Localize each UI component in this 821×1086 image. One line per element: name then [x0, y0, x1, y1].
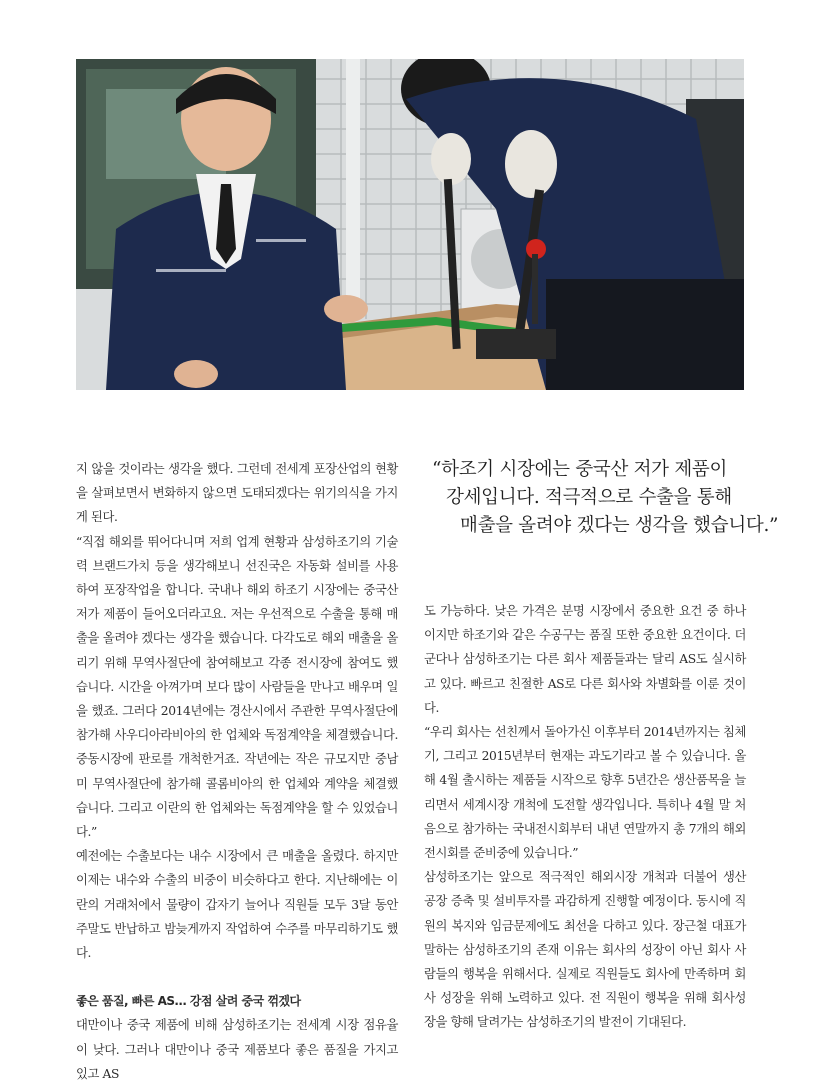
pull-quote-line-3: 매출을 올려야 겠다는 생각을 했습니다.”: [460, 515, 779, 536]
pull-quote-line-2: 강세입니다. 적극적으로 수출을 통해: [446, 487, 732, 508]
pull-quote-line-1: “하조기 시장에는 중국산 저가 제품이: [432, 459, 728, 480]
right-paragraph-1: 도 가능하다. 낮은 가격은 분명 시장에서 중요한 요건 중 하나이지만 하조기와 같은 수공구는 품질 또한 중요한 요건이다. 더군다나 삼성하조기는 다른 회사 제품들과는 달리 AS도 실시하고 있다. 빠르고 친절한 AS로 다른 회사와 차별화를 이룬 것이다.: [424, 604, 746, 715]
right-paragraph-3: 삼성하조기는 앞으로 적극적인 해외시장 개척과 더불어 생산 공장 증축 및 설비투자를 과감하게 진행할 예정이다. 동시에 직원의 복지와 임금문제에도 최선을 다하고 있다. 장근철 대표가 말하는 삼성하조기의 존재 이유는 회사의 성장이 아닌 회사 사람들의 행복을 위해서다. 실제로 직원들도 회사에 만족하며 회사 성장을 위해 노력하고 있다. 전 직원이 행복을 위해 회사성장을 향해 달려가는 삼성하조기의 발전이 기대된다.: [424, 870, 746, 1030]
left-paragraph-1: 지 않을 것이라는 생각을 했다. 그런데 전세계 포장산업의 현황을 살펴보면서 변화하지 않으면 도태되겠다는 위기의식을 가지게 된다.: [76, 462, 398, 525]
left-paragraph-2: “직접 해외를 뛰어다니며 저희 업계 현황과 삼성하조기의 기술력 브랜드가치 등을 생각해보니 선진국은 자동화 설비를 사용하여 포장작업을 합니다. 국내나 해외 하조기 시장에는 중국산 저가 제품이 들어오더라고요. 저는 우선적으로 수출을 통해 매출을 올려야 겠다는 생각을 했습니다. 다각도로 해외 매출을 올리기 위해 무역사절단에 참여해보고 각종 전시장에 참여도 했습니다. 시간을 아껴가며 보다 많이 사람들을 만나고 배우며 일을 했죠. 그러다 2014년에는 경산시에서 주관한 무역사절단에 참가해 사우디아라비아의 한 업체와 독점계약을 체결했습니다. 중동시장에 판로를 개척한거죠. 작년에는 작은 규모지만 중남미 무역사절단에 참가해 콜롬비아의 한 업체와 계약을 체결했습니다. 그리고 이란의 한 업체와는 독점계약을 할 수 있었습니다.”: [76, 534, 398, 840]
article-photo: [76, 59, 744, 390]
pull-quote: [432, 456, 779, 540]
right-paragraph-2: “우리 회사는 선친께서 돌아가신 이후부터 2014년까지는 침체기, 그리고 2015년부터 현재는 과도기라고 볼 수 있습니다. 올해 4월 출시하는 제품들 시작으로 향후 5년간은 생산품목을 늘리면서 세계시장 개척에 도전할 생각입니다. 특히나 4월 말 처음으로 참가하는 국내전시회부터 내년 연말까지 총 7개의 해외전시회를 준비중에 있습니다.”: [424, 725, 746, 861]
section-heading: 좋은 품질, 빠른 AS… 강점 살려 중국 꺾겠다: [76, 994, 301, 1009]
left-paragraph-3: 예전에는 수출보다는 내수 시장에서 큰 매출을 올렸다. 하지만 이제는 내수와 수출의 비중이 비슷하다고 한다. 지난해에는 이란의 거래처에서 물량이 갑자기 늘어나 직원들 모두 3달 동안 주말도 반납하고 밤늦게까지 작업하여 수주를 마무리하기도 했다.: [76, 849, 398, 961]
photo-icon: [76, 59, 744, 390]
left-column: [76, 457, 398, 1086]
right-column: [424, 599, 746, 1035]
left-paragraph-4: 대만이나 중국 제품에 비해 삼성하조기는 전세계 시장 점유율이 낮다. 그러나 대만이나 중국 제품보다 좋은 품질을 가지고 있고 AS: [76, 1018, 398, 1081]
